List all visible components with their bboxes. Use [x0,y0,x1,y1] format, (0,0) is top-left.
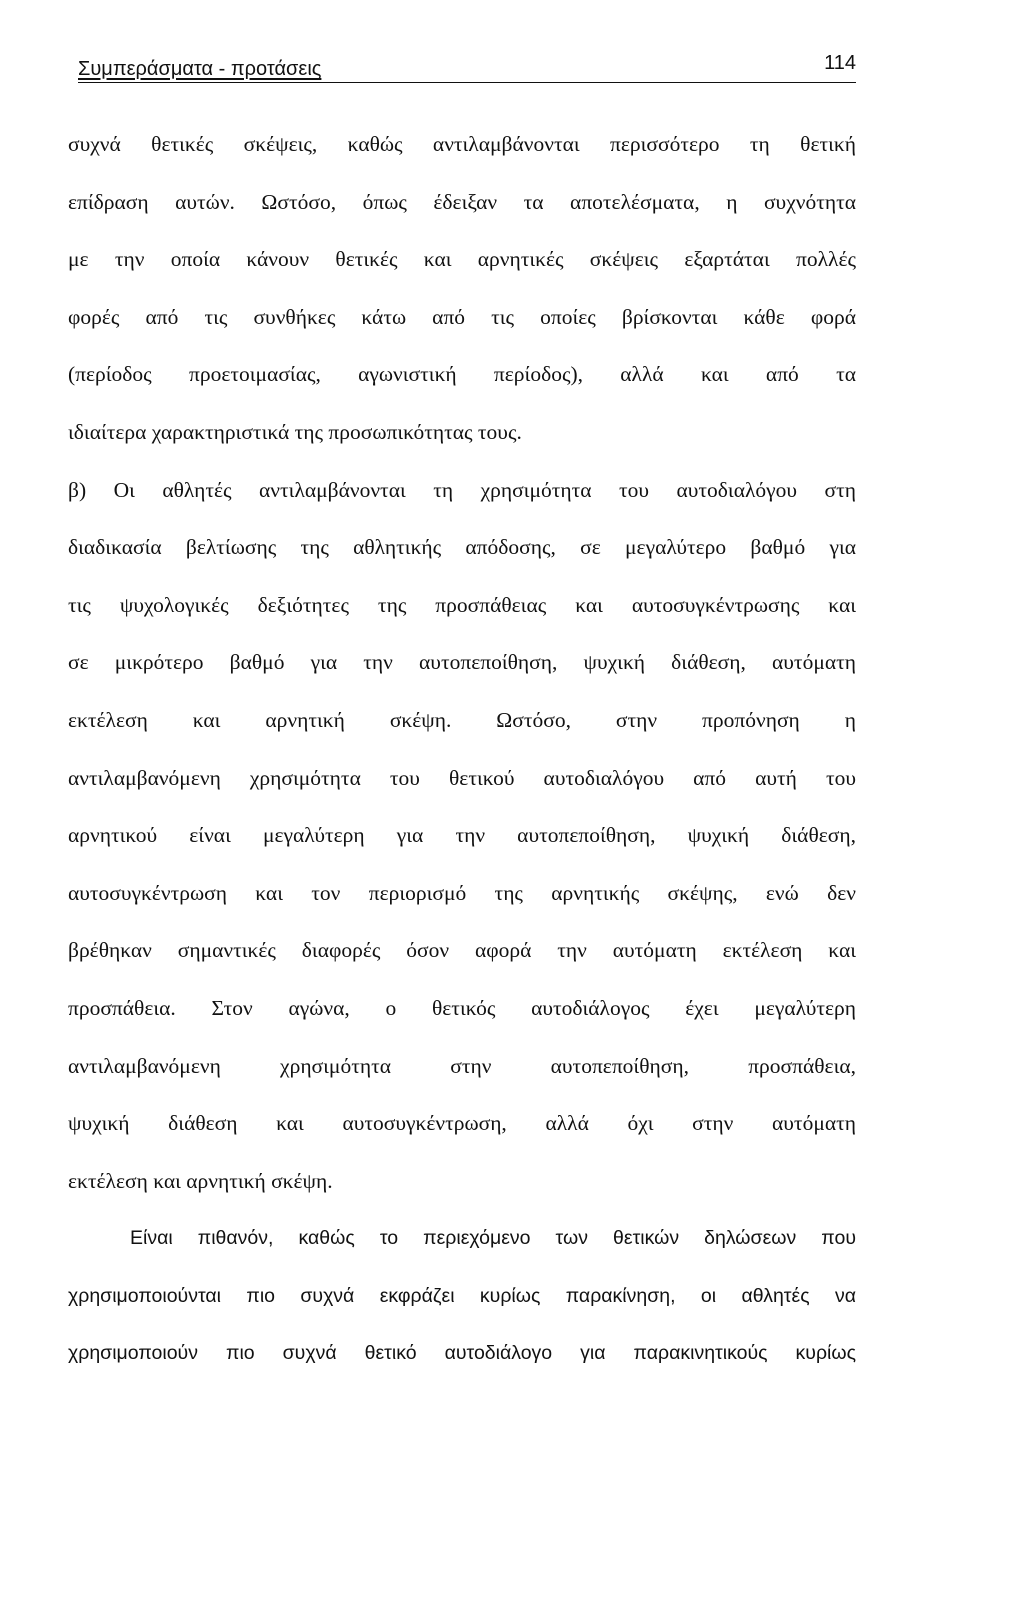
paragraph-continuation [68,116,856,462]
text-line: ψυχική διάθεση και αυτοσυγκέντρωση, αλλά όχι στην αυτόματη [68,1111,856,1136]
text-line: τις ψυχολογικές δεξιότητες της προσπάθειας και αυτοσυγκέντρωσης και [68,592,856,617]
text-line: εκτέλεση και αρνητική σκέψη. Ωστόσο, στην προπόνηση η [68,707,856,732]
text-line: αρνητικού είναι μεγαλύτερη για την αυτοπεποίθηση, ψυχική διάθεση, [68,823,856,848]
text-line: Είναι πιθανόν, καθώς το περιεχόμενο των θετικών δηλώσεων που [130,1227,856,1250]
text-line: συχνά θετικές σκέψεις, καθώς αντιλαμβάνονται περισσότερο τη θετική [68,132,856,156]
text-line: χρησιμοποιούνται πιο συχνά εκφράζει κυρίως παρακίνηση, οι αθλητές να [68,1284,856,1307]
text-line: αντιλαμβανόμενη χρησιμότητα στην αυτοπεποίθηση, προσπάθεια, [68,1053,856,1078]
text-line: ιδιαίτερα χαρακτηριστικά της προσωπικότητας τους. [68,419,522,444]
text-line: σε μικρότερο βαθμό για την αυτοπεποίθηση, ψυχική διάθεση, αυτόματη [68,650,856,675]
text-line: προσπάθεια. Στον αγώνα, ο θετικός αυτοδιάλογος έχει μεγαλύτερη [68,995,856,1020]
text-line: βρέθηκαν σημαντικές διαφορές όσον αφορά την αυτόματη εκτέλεση και [68,938,856,963]
page-number: 114 [824,52,856,74]
paragraph-beta [68,462,856,1211]
text-line: με την οποία κάνουν θετικές και αρνητικές σκέψεις εξαρτάται πολλές [68,247,856,272]
body-text [68,116,856,1383]
text-line: εκτέλεση και αρνητική σκέψη. [68,1168,333,1193]
text-line: αντιλαμβανόμενη χρησιμότητα του θετικού αυτοδιαλόγου από αυτή του [68,765,856,790]
text-line: (περίοδος προετοιμασίας, αγωνιστική περίοδος), αλλά και από τα [68,362,856,387]
section-title: Συμπεράσματα - προτάσεις [78,58,322,80]
text-line: διαδικασία βελτίωσης της αθλητικής απόδοσης, σε μεγαλύτερο βαθμό για [68,535,856,560]
text-line: επίδραση αυτών. Ωστόσο, όπως έδειξαν τα αποτελέσματα, η συχνότητα [68,189,856,214]
paragraph-closing [68,1210,856,1383]
text-line: φορές από τις συνθήκες κάτω από τις οποίες βρίσκονται κάθε φορά [68,304,856,329]
text-line: β) Οι αθλητές αντιλαμβάνονται τη χρησιμότητα του αυτοδιαλόγου στη [68,477,856,502]
text-line: χρησιμοποιούν πιο συχνά θετικό αυτοδιάλογο για παρακινητικούς κυρίως [68,1342,856,1365]
running-header [78,52,856,83]
text-line: αυτοσυγκέντρωση και τον περιορισμό της αρνητικής σκέψης, ενώ δεν [68,880,856,905]
